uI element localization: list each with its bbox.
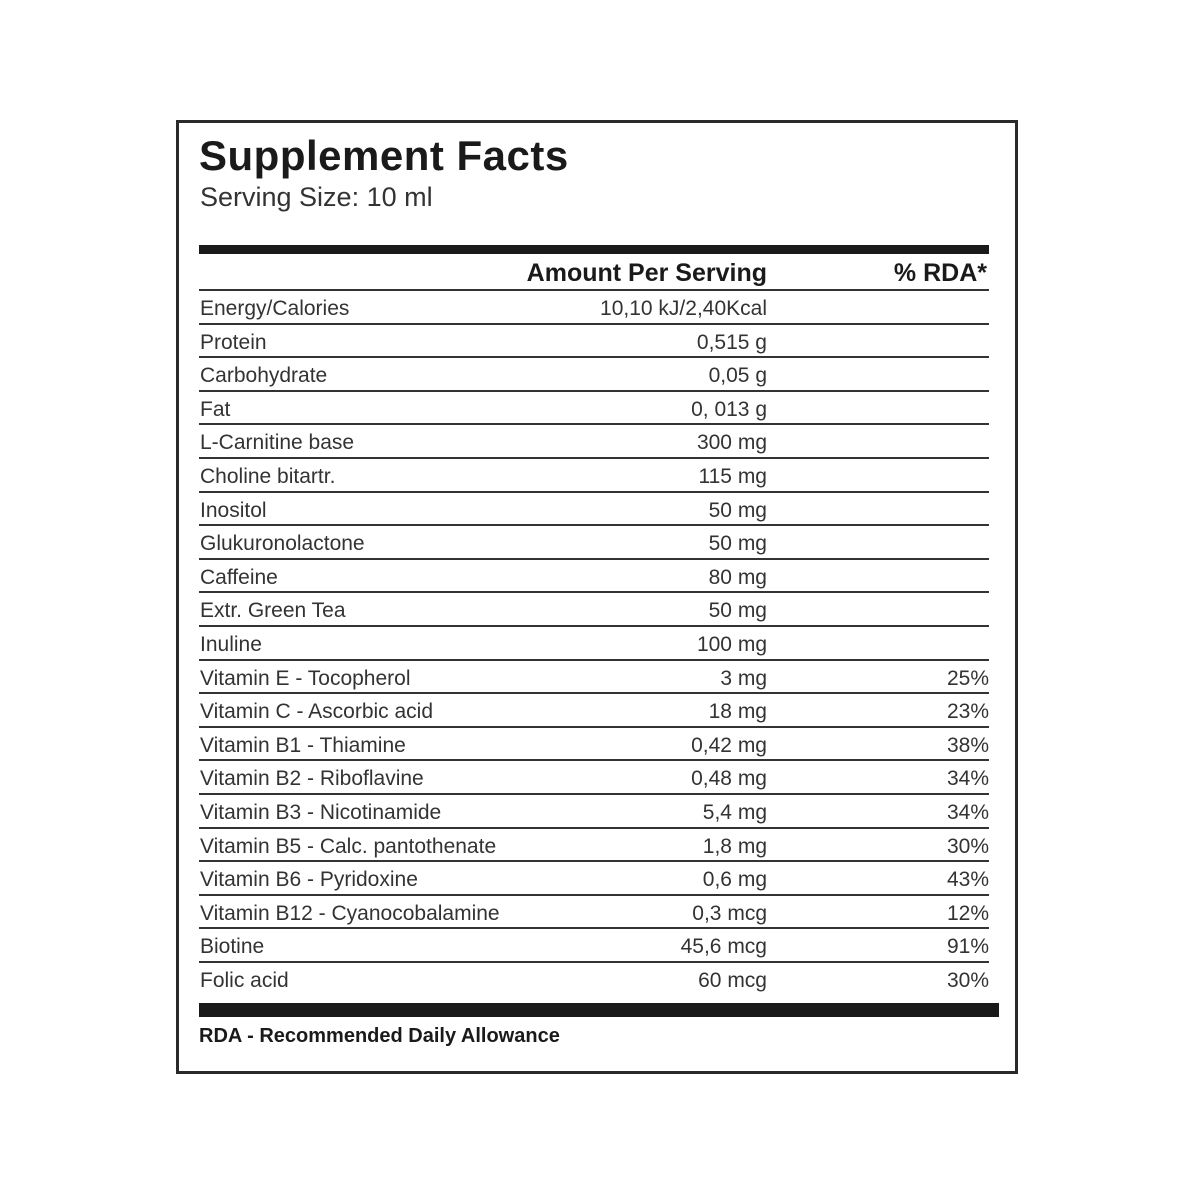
table-row (199, 963, 989, 997)
nutrient-amount: 0,6 mg (702, 868, 767, 892)
page-title: Supplement Facts (199, 132, 569, 179)
nutrient-amount: 50 mg (708, 498, 767, 522)
table-row (199, 627, 989, 661)
table-row (199, 526, 989, 560)
table-row (199, 593, 989, 627)
nutrient-name: Fat (200, 397, 231, 421)
nutrient-amount: 80 mg (708, 565, 767, 589)
nutrient-name: Glukuronolactone (200, 532, 365, 556)
nutrient-name: Biotine (200, 935, 265, 959)
nutrient-rda: 25% (946, 666, 989, 690)
nutrient-rda: 38% (946, 733, 989, 757)
supplement-facts-panel (176, 120, 1018, 1074)
nutrient-amount: 60 mcg (698, 968, 767, 992)
nutrient-name: Folic acid (200, 968, 289, 992)
nutrient-name: Carbohydrate (200, 364, 328, 388)
table-row (199, 929, 989, 963)
nutrient-amount: 115 mg (698, 464, 767, 488)
nutrient-rda: 30% (946, 834, 989, 858)
table-row (199, 291, 989, 325)
table-row (199, 425, 989, 459)
nutrient-rda: 43% (946, 868, 989, 892)
column-header-amount: Amount Per Serving (526, 259, 767, 287)
nutrient-rda: 91% (946, 935, 989, 959)
table-row (199, 795, 989, 829)
nutrient-amount: 45,6 mcg (680, 935, 767, 959)
nutrient-name: Vitamin B5 - Calc. pantothenate (200, 834, 497, 858)
nutrient-amount: 0,42 mg (691, 733, 767, 757)
table-row (199, 728, 989, 762)
table-row (199, 560, 989, 594)
nutrient-rda: 12% (946, 901, 989, 925)
nutrient-rda: 34% (946, 767, 989, 791)
nutrient-name: Choline bitartr. (200, 464, 336, 488)
table-row (199, 761, 989, 795)
nutrient-name: Inuline (200, 632, 262, 656)
nutrient-name: Extr. Green Tea (200, 599, 346, 623)
nutrient-amount: 300 mg (696, 431, 767, 455)
nutrient-name: Vitamin B6 - Pyridoxine (200, 868, 418, 892)
nutrient-amount: 0,05 g (708, 364, 767, 388)
nutrient-name: L-Carnitine base (200, 431, 355, 455)
table-row (199, 661, 989, 695)
nutrient-amount: 10,10 kJ/2,40Kcal (600, 297, 767, 320)
nutrient-name: Vitamin B12 - Cyanocobalamine (200, 901, 500, 925)
nutrient-name: Vitamin C - Ascorbic acid (200, 700, 434, 724)
nutrient-amount: 50 mg (708, 532, 767, 556)
table-row (199, 829, 989, 863)
table-row (199, 493, 989, 527)
nutrient-rda: 23% (946, 700, 989, 724)
nutrient-table (199, 291, 989, 996)
table-row (199, 694, 989, 728)
nutrient-name: Vitamin B1 - Thiamine (200, 733, 406, 757)
nutrient-name: Energy/Calories (200, 297, 350, 320)
nutrient-amount: 18 mg (708, 700, 767, 724)
nutrient-rda: 30% (946, 968, 989, 992)
table-row (199, 896, 989, 930)
nutrient-amount: 0,515 g (696, 330, 767, 354)
table-row (199, 459, 989, 493)
nutrient-name: Vitamin B2 - Riboflavine (200, 767, 424, 791)
nutrient-rda: 34% (946, 800, 989, 824)
nutrient-amount: 5,4 mg (702, 800, 767, 824)
nutrient-amount: 0, 013 g (691, 397, 767, 421)
nutrient-amount: 3 mg (720, 666, 767, 690)
nutrient-name: Inositol (200, 498, 267, 522)
footnote: RDA - Recommended Daily Allowance (199, 1025, 560, 1047)
bottom-divider-bar (199, 1003, 999, 1017)
top-divider-bar (199, 245, 989, 254)
nutrient-amount: 100 mg (696, 632, 767, 656)
nutrient-amount: 1,8 mg (702, 834, 767, 858)
nutrient-name: Vitamin B3 - Nicotinamide (200, 800, 442, 824)
table-header (199, 257, 989, 291)
nutrient-name: Caffeine (200, 565, 278, 589)
column-header-rda: % RDA* (893, 259, 987, 287)
nutrient-amount: 0,3 mcg (692, 901, 767, 925)
table-row (199, 358, 989, 392)
table-row (199, 862, 989, 896)
nutrient-amount: 0,48 mg (691, 767, 767, 791)
table-row (199, 325, 989, 359)
nutrient-name: Vitamin E - Tocopherol (200, 666, 411, 690)
serving-size: Serving Size: 10 ml (200, 182, 433, 212)
nutrient-amount: 50 mg (708, 599, 767, 623)
table-row (199, 392, 989, 426)
nutrient-name: Protein (200, 330, 267, 354)
